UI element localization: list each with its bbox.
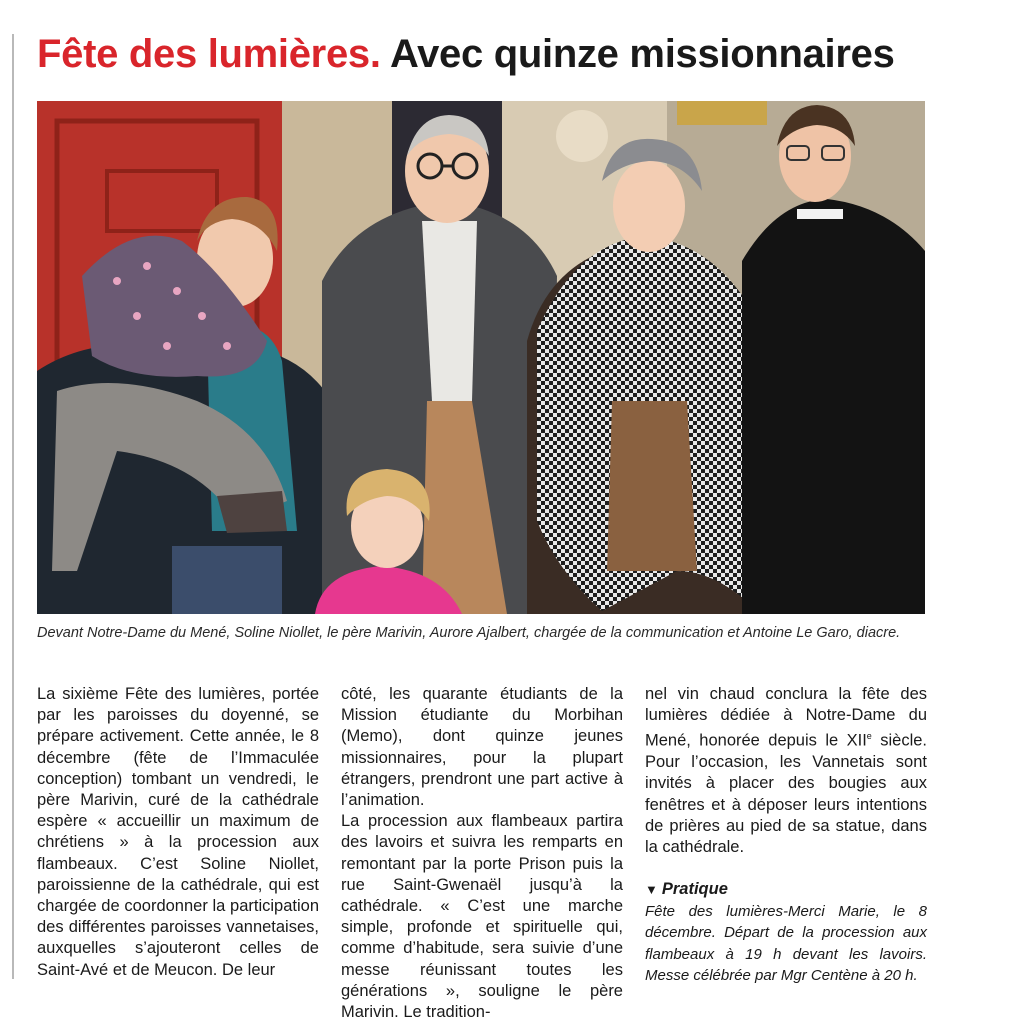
article-photo [37, 101, 925, 614]
pratique-body: Fête des lumières-Merci Marie, le 8 décembre. Départ de la procession aux flambeaux à 19 h devant les lavoirs. Messe célébrée par Mgr Centène à 20 h. [645, 903, 927, 984]
headline-kicker: Fête des lumières. [37, 32, 381, 76]
triangle-down-icon: ▼ [645, 882, 658, 898]
article-paragraph: côté, les quarante étudiants de la Mission étudiante du Morbihan (Memo), dont quinze jeunes missionnaires, pour la plupart étrangers, prendront une part active à l’animation. [341, 685, 623, 810]
left-margin-rule [12, 34, 14, 979]
photo-caption: Devant Notre-Dame du Mené, Soline Niollet, le père Marivin, Aurore Ajalbert, chargée de la communication et Antoine Le Garo, diacre. [37, 625, 901, 641]
article-paragraph: nel vin chaud conclura la fête des lumières dédiée à Notre-Dame du Mené, honorée depuis le XIIe siècle. Pour l’occasion, les Vannetais sont invités à placer des bougies aux fenêtres et à déposer leurs intentions de prières au pied de sa statue, dans la cathédrale. [645, 685, 927, 856]
article-paragraph: La sixième Fête des lumières, portée par les paroisses du doyenné, se prépare activement. Cette année, le 8 décembre (fête de l’Immaculée conception) tombant un vendredi, le père Marivin, curé de la cathédrale espère « accueillir un maximum de chrétiens » à la procession aux flambeaux. C’est Soline Niollet, paroissienne de la cathédrale, qui est chargée de coordonner la participation des différentes paroisses vannetaises, auxquelles s’ajouteront celles de Saint-Avé et de Meucon. De leur [37, 685, 319, 979]
article-paragraph: La procession aux flambeaux partira des lavoirs et suivra les remparts en remontant par la porte Prison puis la rue Saint-Gwenaël jusqu’à la cathédrale. « C’est une marche simple, profonde et spirituelle qui, comme d’habitude, sera suivie d’une messe réunissant toutes les générations », souligne le père Marivin. Le tradition- [341, 812, 623, 1022]
pratique-heading: ▼ Pratique [645, 878, 927, 901]
headline-title: Avec quinze missionnaires [390, 32, 895, 76]
headline [37, 28, 895, 80]
century-superscript: e [866, 731, 872, 742]
article-column-3 [645, 684, 927, 986]
article-column-2 [341, 684, 623, 1023]
article-column-1 [37, 684, 319, 981]
